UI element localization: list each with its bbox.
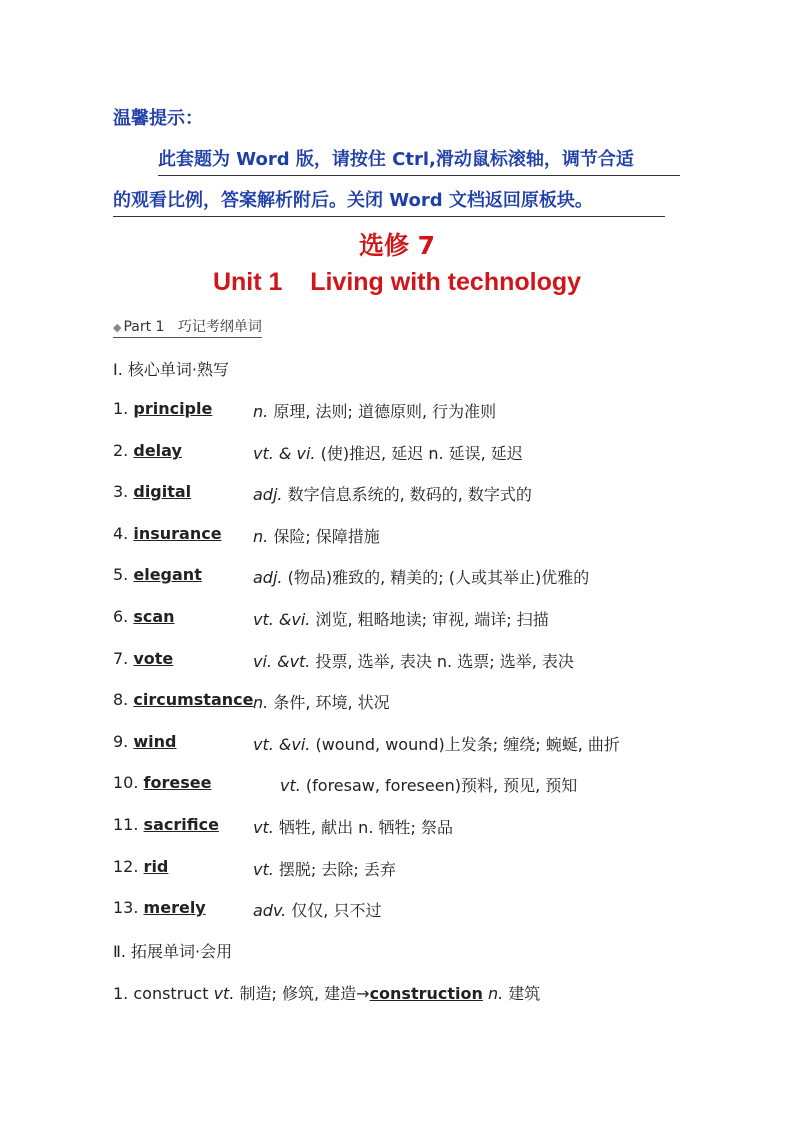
vocab-term	[113, 524, 222, 543]
vocab-definition	[253, 441, 523, 464]
base-word: construct	[133, 984, 209, 1003]
vocab-term	[113, 399, 212, 418]
tip-line-2: 的观看比例，答案解析附后。关闭 Word 文档返回原板块。	[113, 186, 665, 217]
item-number: 12.	[113, 857, 139, 876]
derived-meaning: 建筑	[503, 984, 541, 1003]
vocab-word: delay	[133, 441, 182, 460]
word-meaning: (wound, wound)上发条; 缠绕; 蜿蜒, 曲折	[310, 735, 620, 754]
vocab-definition	[253, 732, 620, 755]
word-meaning: 条件, 环境, 状况	[268, 693, 390, 712]
vocab-definition	[253, 565, 589, 588]
extension-row	[113, 981, 540, 1004]
part-of-speech: vt.	[280, 776, 301, 795]
vocab-definition	[253, 482, 532, 505]
item-number: 13.	[113, 898, 139, 917]
word-meaning: 牺牲, 献出 n. 牺牲; 祭品	[273, 818, 453, 837]
item-number: 6.	[113, 607, 129, 626]
vocab-definition	[253, 399, 496, 422]
diamond-icon: ◆	[113, 321, 122, 334]
vocab-term	[113, 441, 182, 460]
vocab-term	[113, 565, 202, 584]
vocab-term	[113, 898, 206, 917]
unit-title: Unit 1 Living with technology	[212, 268, 582, 296]
vocab-definition	[253, 524, 380, 547]
part-heading	[113, 316, 262, 338]
vocab-row	[113, 773, 713, 797]
word-meaning: (使)推迟, 延迟 n. 延误, 延迟	[315, 444, 523, 463]
vocab-word: wind	[133, 732, 177, 751]
tip-line-1: 此套题为 Word 版，请按住 Ctrl,滑动鼠标滚轴，调节合适	[158, 145, 680, 176]
part-of-speech: n.	[253, 693, 269, 712]
vocab-term	[113, 857, 168, 876]
vocab-term	[113, 649, 173, 668]
item-number: 5.	[113, 565, 129, 584]
vocab-definition	[253, 649, 574, 672]
vocab-row	[113, 649, 713, 673]
vocab-definition	[280, 773, 577, 796]
part-label: Part 1 巧记考纲单词	[123, 319, 262, 335]
vocab-row	[113, 732, 713, 756]
vocab-word: principle	[133, 399, 213, 418]
part-of-speech: vt.	[253, 818, 274, 837]
vocab-word: digital	[133, 482, 192, 501]
part-of-speech: n.	[253, 527, 269, 546]
vocab-definition	[253, 607, 549, 630]
vocab-word: rid	[143, 857, 169, 876]
vocab-row	[113, 898, 713, 922]
item-number: 7.	[113, 649, 129, 668]
vocab-row	[113, 524, 713, 548]
vocab-definition	[253, 898, 381, 921]
word-meaning: 投票, 选举, 表决 n. 选票; 选举, 表决	[310, 652, 574, 671]
vocab-word: insurance	[133, 524, 222, 543]
vocab-term	[113, 815, 219, 834]
part-of-speech: vt.	[213, 984, 235, 1003]
item-number: 2.	[113, 441, 129, 460]
section-1-heading: Ⅰ. 核心单词·熟写	[113, 360, 229, 379]
item-number: 4.	[113, 524, 129, 543]
word-meaning: 仅仅, 只不过	[286, 901, 382, 920]
word-meaning: 制造; 修筑, 建造→	[234, 984, 370, 1003]
derived-part-of-speech: n.	[487, 984, 504, 1003]
vocab-word: merely	[143, 898, 206, 917]
item-number: 1.	[113, 399, 129, 418]
vocab-row	[113, 482, 713, 506]
part-of-speech: vt. &vi.	[253, 735, 311, 754]
item-number: 1.	[113, 984, 129, 1003]
part-of-speech: adj.	[253, 485, 283, 504]
vocab-definition	[253, 815, 453, 838]
part-of-speech: adj.	[253, 568, 283, 587]
vocab-definition	[253, 857, 396, 880]
item-number: 11.	[113, 815, 139, 834]
part-of-speech: vi. &vt.	[253, 652, 311, 671]
part-of-speech: vt.	[253, 860, 274, 879]
vocab-term	[113, 690, 253, 709]
tip-title: 温馨提示：	[113, 108, 203, 129]
vocab-row	[113, 857, 713, 881]
word-meaning: 保险; 保障措施	[268, 527, 380, 546]
derived-word: construction	[369, 984, 483, 1003]
vocab-word: foresee	[143, 773, 212, 792]
part-of-speech: vt. &vi.	[253, 610, 311, 629]
item-number: 8.	[113, 690, 129, 709]
item-number: 3.	[113, 482, 129, 501]
vocab-row	[113, 815, 713, 839]
word-meaning: 浏览, 粗略地读; 审视, 端详; 扫描	[310, 610, 549, 629]
word-meaning: 数字信息系统的, 数码的, 数字式的	[282, 485, 532, 504]
item-number: 9.	[113, 732, 129, 751]
vocab-definition	[253, 690, 390, 713]
word-meaning: 摆脱; 去除; 丢弃	[273, 860, 396, 879]
book-title: 选修 7	[358, 231, 436, 260]
vocab-word: scan	[133, 607, 175, 626]
vocab-row	[113, 399, 713, 423]
part-of-speech: adv.	[253, 901, 287, 920]
vocab-term	[113, 607, 175, 626]
vocab-row	[113, 607, 713, 631]
vocab-row	[113, 565, 713, 589]
word-meaning: (foresaw, foreseen)预料, 预见, 预知	[300, 776, 578, 795]
vocab-term	[113, 732, 176, 751]
word-meaning: 原理, 法则; 道德原则, 行为准则	[268, 402, 497, 421]
part-of-speech: vt. & vi.	[253, 444, 316, 463]
item-number: 10.	[113, 773, 139, 792]
section-2-heading: Ⅱ. 拓展单词·会用	[113, 942, 233, 961]
vocab-word: vote	[133, 649, 174, 668]
vocab-word: sacrifice	[143, 815, 219, 834]
vocab-word: elegant	[133, 565, 202, 584]
part-of-speech: n.	[253, 402, 269, 421]
vocab-term	[113, 773, 211, 792]
vocab-row	[113, 690, 713, 714]
vocab-row	[113, 441, 713, 465]
vocab-term	[113, 482, 191, 501]
word-meaning: (物品)雅致的, 精美的; (人或其举止)优雅的	[282, 568, 590, 587]
vocab-word: circumstance	[133, 690, 254, 709]
